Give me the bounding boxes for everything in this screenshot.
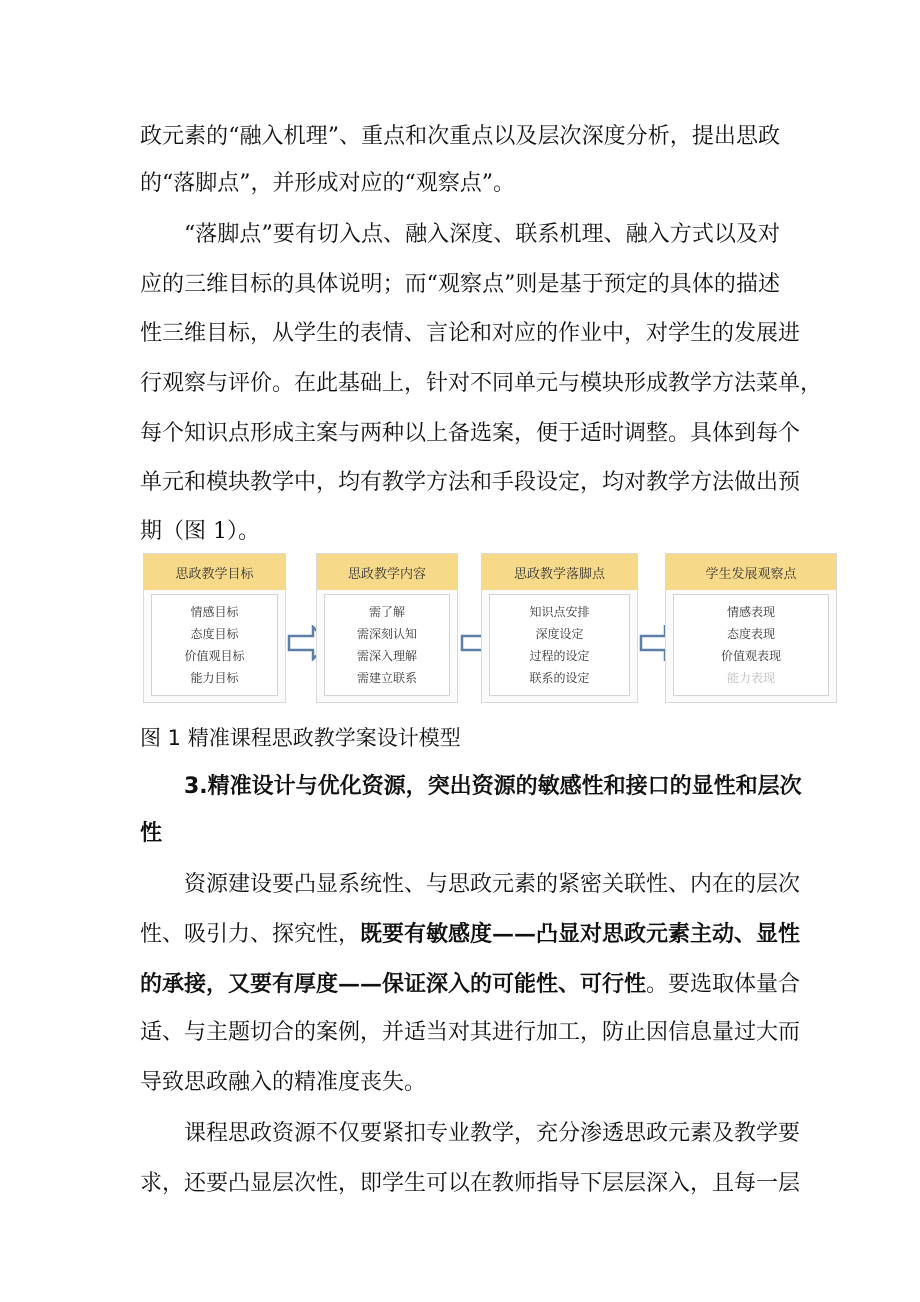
p2-line-7: 期（图 1）。 [140, 519, 260, 544]
box-2-item: 需深刻认知 [356, 627, 417, 641]
box-3-items [489, 594, 630, 696]
box-3-item: 过程的设定 [529, 649, 590, 663]
p3-line-2-bold: 既要有敏感度——凸显对思政元素主动、显性 [360, 921, 801, 947]
p3-line-5: 导致思政融入的精准度丧失。 [140, 1070, 427, 1095]
p3-line-4: 适、与主题切合的案例，并适当对其进行加工，防止因信息量过大而 [140, 1020, 801, 1045]
p4-line-1: 课程思政资源不仅要紧扣专业教学，充分渗透思政元素及教学要 [184, 1121, 801, 1146]
box-2-items [324, 594, 450, 696]
box-1-item: 情感目标 [190, 605, 239, 619]
figure-1-caption: 图 1 精准课程思政教学案设计模型 [140, 726, 461, 750]
p2-line-2: 应的三维目标的具体说明；而“观察点”则是基于预定的具体的描述 [140, 272, 780, 297]
box-4-item: 能力表现 [726, 671, 775, 685]
box-2-title: 思政教学内容 [317, 554, 457, 590]
section-3-heading-line-1: 3.精准设计与优化资源，突出资源的敏感性和接口的显性和层次 [184, 774, 802, 799]
box-3-item: 深度设定 [535, 627, 584, 641]
box-1-item: 能力目标 [190, 671, 239, 685]
box-2-item: 需建立联系 [356, 671, 417, 685]
p1-line-2: 的“落脚点”，并形成对应的“观察点”。 [140, 171, 515, 196]
diagram-box-4 [665, 553, 837, 703]
section-3-heading-line-2: 性 [140, 821, 163, 846]
figure-1-diagram [143, 553, 837, 705]
p2-line-6: 单元和模块教学中，均有教学方法和手段设定，均对教学方法做出预 [140, 470, 801, 495]
box-4-item: 情感表现 [726, 605, 775, 619]
p2-line-5: 每个知识点形成主案与两种以上备选案，便于适时调整。具体到每个 [140, 421, 801, 446]
p3-line-2-normal: 性、吸引力、探究性， [140, 922, 361, 947]
box-4-items [673, 594, 829, 696]
p3-line-3-bold: 的承接，又要有厚度——保证深入的可能性、可行性 [140, 971, 647, 997]
diagram-box-3 [481, 553, 638, 703]
box-1-item: 价值观目标 [184, 649, 245, 663]
box-2-item: 需了解 [368, 605, 405, 619]
box-1-title: 思政教学目标 [144, 554, 285, 590]
p4-line-2: 求，还要凸显层次性，即学生可以在教师指导下层层深入，且每一层 [140, 1171, 801, 1196]
p2-line-4: 行观察与评价。在此基础上，针对不同单元与模块形成教学方法菜单， [140, 371, 823, 396]
box-4-item: 态度表现 [726, 627, 775, 641]
box-4-title: 学生发展观察点 [666, 554, 836, 590]
box-2-item: 需深入理解 [356, 649, 417, 663]
box-1-items [151, 594, 278, 696]
box-4-item: 价值观表现 [720, 649, 781, 663]
p2-line-3: 性三维目标，从学生的表情、言论和对应的作业中，对学生的发展进 [140, 321, 801, 346]
box-3-item: 知识点安排 [529, 605, 590, 619]
p3-line-3 [140, 968, 801, 1001]
p1-line-1: 政元素的“融入机理”、重点和次重点以及层次深度分析，提出思政 [140, 124, 780, 149]
p3-line-3-normal: 。要选取体量合 [646, 972, 801, 997]
p3-line-1: 资源建设要凸显系统性、与思政元素的紧密关联性、内在的层次 [184, 872, 801, 897]
box-3-title: 思政教学落脚点 [482, 554, 637, 590]
p2-line-1: “落脚点”要有切入点、融入深度、联系机理、融入方式以及对 [184, 222, 780, 247]
diagram-box-2 [316, 553, 458, 703]
box-3-item: 联系的设定 [529, 671, 590, 685]
diagram-box-1 [143, 553, 286, 703]
box-1-item: 态度目标 [190, 627, 239, 641]
p3-line-2 [140, 918, 801, 951]
